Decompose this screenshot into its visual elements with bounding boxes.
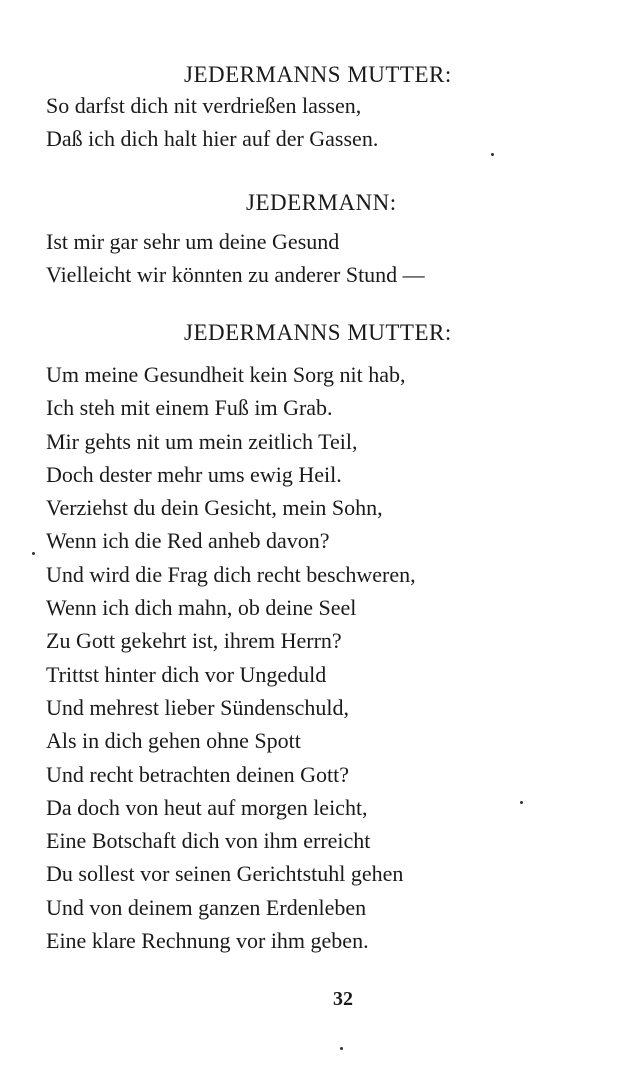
verse-line: Und von deinem ganzen Erdenleben <box>46 894 367 920</box>
scan-speck <box>32 552 35 555</box>
stanza-2 <box>46 225 425 292</box>
verse-line: Daß ich dich halt hier auf der Gassen. <box>46 126 379 152</box>
verse-line: Trittst hinter dich vor Ungeduld <box>46 661 327 687</box>
verse-line: Zu Gott gekehrt ist, ihrem Herrn? <box>46 628 342 654</box>
verse-line: Ich steh mit einem Fuß im Grab. <box>46 395 333 421</box>
scan-speck <box>340 1047 343 1050</box>
verse-line: Da doch von heut auf morgen leicht, <box>46 794 368 820</box>
speaker-heading-mother-1: JEDERMANNS MUTTER: <box>184 62 452 87</box>
verse-line: Vielleicht wir könnten zu anderer Stund — <box>46 262 425 288</box>
verse-line: Und mehrest lieber Sündenschuld, <box>46 694 350 720</box>
verse-line: Doch dester mehr ums ewig Heil. <box>46 461 342 487</box>
speaker-heading-mother-2: JEDERMANNS MUTTER: <box>184 320 452 345</box>
verse-line: Als in dich gehen ohne Spott <box>46 728 301 754</box>
page-number: 32 <box>333 988 353 1010</box>
verse-line: Um meine Gesundheit kein Sorg nit hab, <box>46 362 406 387</box>
verse-line: Wenn ich die Red anheb davon? <box>46 528 330 554</box>
stanza-3 <box>46 358 416 957</box>
verse-line: Du sollest vor seinen Gerichtstuhl gehen <box>46 861 404 887</box>
scan-speck <box>491 153 494 156</box>
verse-line: Mir gehts nit um mein zeitlich Teil, <box>46 428 358 454</box>
verse-line: Eine Botschaft dich von ihm erreicht <box>46 828 371 854</box>
verse-line: Eine klare Rechnung vor ihm geben. <box>46 928 369 954</box>
verse-line: Und wird die Frag dich recht beschweren, <box>46 561 416 587</box>
verse-line: Ist mir gar sehr um deine Gesund <box>46 229 340 254</box>
verse-line: Verziehst du dein Gesicht, mein Sohn, <box>46 495 383 521</box>
stanza-1 <box>46 89 378 156</box>
speaker-heading-jedermann: JEDERMANN: <box>246 190 397 215</box>
scan-speck <box>520 801 523 804</box>
verse-line: So darfst dich nit verdrießen lassen, <box>46 93 362 118</box>
verse-line: Und recht betrachten deinen Gott? <box>46 761 349 787</box>
verse-line: Wenn ich dich mahn, ob deine Seel <box>46 595 357 621</box>
